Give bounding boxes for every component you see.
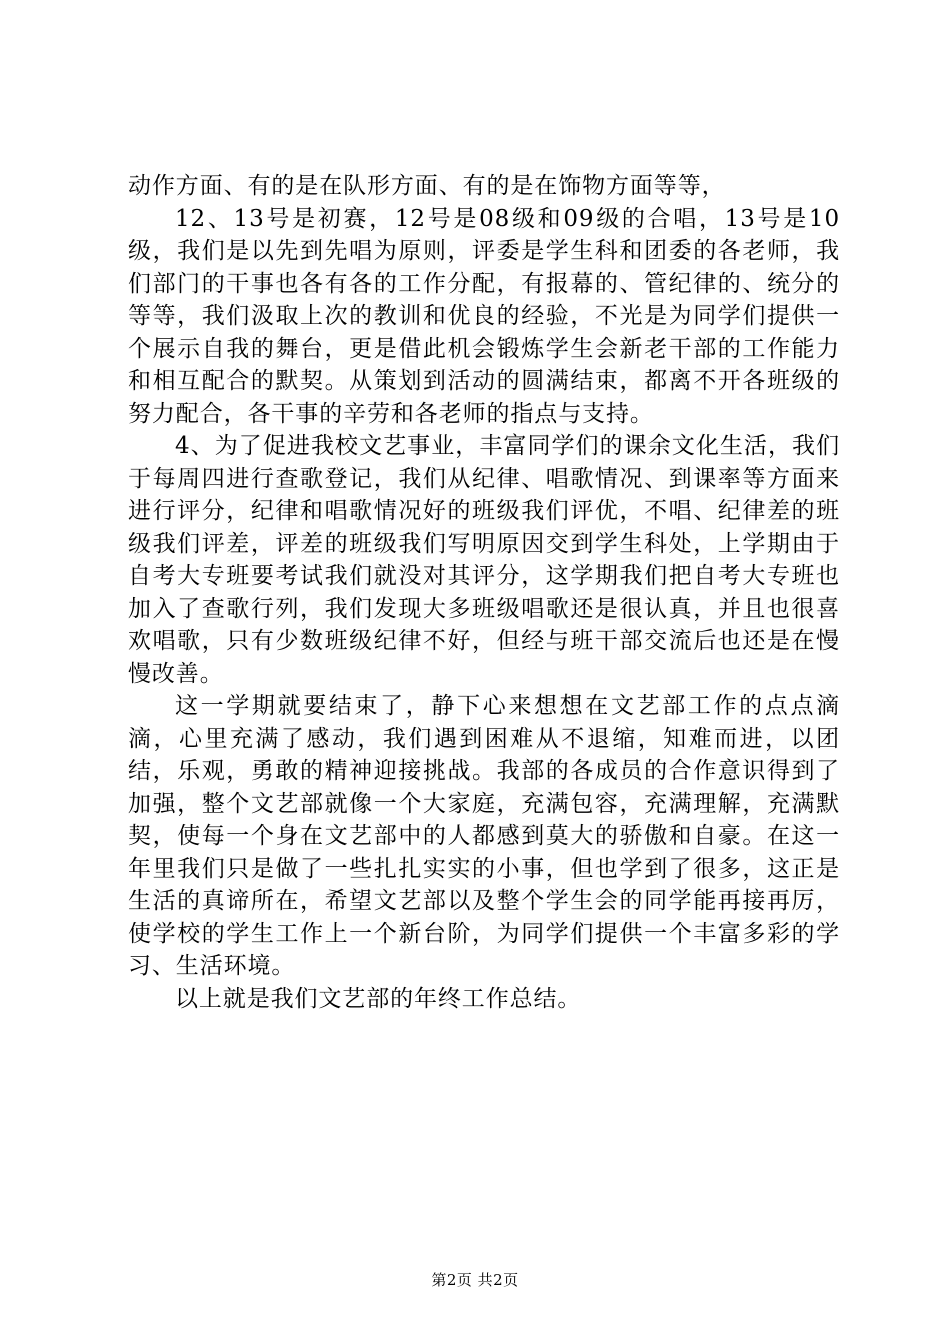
paragraph-semester-reflection: 这一学期就要结束了，静下心来想想在文艺部工作的点点滴滴，心里充满了感动，我们遇到困难从不退缩，知难而进，以团结，乐观，勇敢的精神迎接挑战。我部的各成员的合作意识得到了加强，整个文艺部就像一个大家庭，充满包容，充满理解，充满默契，使每一个身在文艺部中的人都感到莫大的骄傲和自豪。在这一年里我们只是做了一些扎扎实实的小事，但也学到了很多，这正是生活的真谛所在，希望文艺部以及整个学生会的同学能再接再厉，使学校的学生工作上一个新台阶，为同学们提供一个丰富多彩的学习、生活环境。 [128,693,840,979]
paragraph-song-check: 4、为了促进我校文艺事业，丰富同学们的课余文化生活，我们于每周四进行查歌登记，我们从纪律、唱歌情况、到课率等方面来进行评分，纪律和唱歌情况好的班级我们评优，不唱、纪律差的班级我们评差，评差的班级我们写明原因交到学生科处，上学期由于自考大专班要考试我们就没对其评分，这学期我们把自考大专班也加入了查歌行列，我们发现大多班级唱歌还是很认真，并且也很喜欢唱歌，只有少数班级纪律不好，但经与班干部交流后也还是在慢慢改善。 [128,433,840,687]
paragraph-closing: 以上就是我们文艺部的年终工作总结。 [175,985,582,1012]
document-body [128,170,840,1015]
paragraph-continuation: 动作方面、有的是在队形方面、有的是在饰物方面等等， [128,173,726,199]
paragraph-preliminary-contest: 12、13号是初赛，12号是08级和09级的合唱，13号是10级，我们是以先到先唱为原则，评委是学生科和团委的各老师，我们部门的干事也各有各的工作分配，有报幕的、管纪律的、统分的等等，我们汲取上次的教训和优良的经验，不光是为同学们提供一个展示自我的舞台，更是借此机会锻炼学生会新老干部的工作能力和相互配合的默契。从策划到活动的圆满结束，都离不开各班级的努力配合，各干事的辛劳和各老师的指点与支持。 [128,205,840,427]
page-footer: 第2页 共2页 [431,1271,519,1289]
